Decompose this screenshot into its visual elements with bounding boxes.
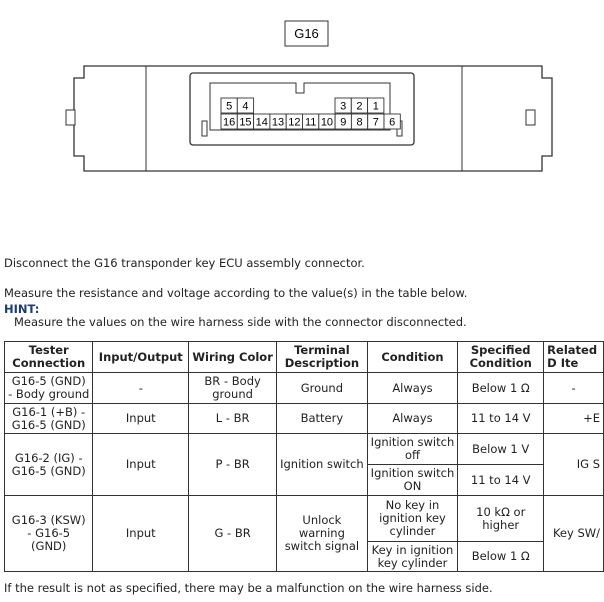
footer-note: If the result is not as specified, there may be a malfunction on the wire harness side. <box>4 581 493 595</box>
cell-tester: G16-5 (GND) - Body ground <box>5 373 93 404</box>
cell-tester: G16-3 (KSW) - G16-5 (GND) <box>5 496 93 572</box>
cell-related: +E <box>544 404 604 434</box>
cell-io: - <box>93 373 189 404</box>
step-disconnect: Disconnect the G16 transponder key ECU assembly connector. <box>4 256 365 270</box>
pin-number: 1 <box>372 100 379 113</box>
pin-number: 14 <box>255 116 268 129</box>
step-measure: Measure the resistance and voltage according to the value(s) in the table below. <box>4 286 468 300</box>
cell-related: - <box>544 373 604 404</box>
header-related: Related D Ite <box>544 342 604 373</box>
cell-io: Input <box>93 434 189 496</box>
cell-io: Input <box>93 404 189 434</box>
cell-tester: G16-1 (+B) - G16-5 (GND) <box>5 404 93 434</box>
header-terminal-description: Terminal Description <box>277 342 368 373</box>
pin-number: 12 <box>288 116 301 129</box>
cell-wiring-color: BR - Body ground <box>189 373 277 404</box>
cell-specified: Below 1 Ω <box>458 373 544 404</box>
pin-number: 16 <box>223 116 236 129</box>
cell-terminal: Unlock warning switch signal <box>277 496 368 572</box>
cell-condition: Always <box>367 404 458 434</box>
cell-condition: Key in ignition key cylinder <box>367 542 458 572</box>
pin-number: 5 <box>226 100 233 113</box>
measurement-table <box>4 341 604 572</box>
connector-diagram <box>0 0 604 235</box>
cell-condition: No key in ignition key cylinder <box>367 496 458 542</box>
table-row <box>5 496 604 542</box>
header-wiring-color: Wiring Color <box>189 342 277 373</box>
cell-condition: Always <box>367 373 458 404</box>
cell-terminal: Battery <box>277 404 368 434</box>
pin-number: 6 <box>389 116 396 129</box>
connector-left-latch <box>66 110 75 125</box>
header-condition: Condition <box>367 342 458 373</box>
cell-specified: Below 1 Ω <box>458 542 544 572</box>
cell-related: Key SW/ <box>544 496 604 572</box>
cell-specified: 11 to 14 V <box>458 404 544 434</box>
header-input-output: Input/Output <box>93 342 189 373</box>
hint-text: Measure the values on the wire harness side with the connector disconnected. <box>14 315 467 329</box>
pin-number: 4 <box>242 100 249 113</box>
cell-condition: Ignition switch ON <box>367 465 458 496</box>
cell-terminal: Ignition switch <box>277 434 368 496</box>
pin-number: 7 <box>372 116 379 129</box>
cell-specified: Below 1 V <box>458 434 544 465</box>
cell-specified: 11 to 14 V <box>458 465 544 496</box>
pin-number: 13 <box>271 116 285 129</box>
cell-related: IG S <box>544 434 604 496</box>
hint-label: HINT: <box>4 302 40 316</box>
cell-condition: Ignition switch off <box>367 434 458 465</box>
cell-wiring-color: P - BR <box>189 434 277 496</box>
pin-number: 8 <box>356 116 363 129</box>
pin-number: 2 <box>356 100 363 113</box>
header-tester-connection: Tester Connection <box>5 342 93 373</box>
pin-number: 11 <box>304 116 317 129</box>
cell-tester: G16-2 (IG) - G16-5 (GND) <box>5 434 93 496</box>
pin-number: 15 <box>239 116 252 129</box>
table-row <box>5 434 604 465</box>
header-specified-condition: Specified Condition <box>458 342 544 373</box>
table-row <box>5 373 604 404</box>
pin-number: 9 <box>340 116 347 129</box>
cell-terminal: Ground <box>277 373 368 404</box>
table-row <box>5 404 604 434</box>
connector-label: G16 <box>294 26 319 41</box>
pin-number: 10 <box>320 116 334 129</box>
pin-number: 3 <box>340 100 347 113</box>
cell-wiring-color: L - BR <box>189 404 277 434</box>
cell-specified: 10 kΩ or higher <box>458 496 544 542</box>
connector-right-latch <box>526 110 535 125</box>
cell-wiring-color: G - BR <box>189 496 277 572</box>
cell-io: Input <box>93 496 189 572</box>
